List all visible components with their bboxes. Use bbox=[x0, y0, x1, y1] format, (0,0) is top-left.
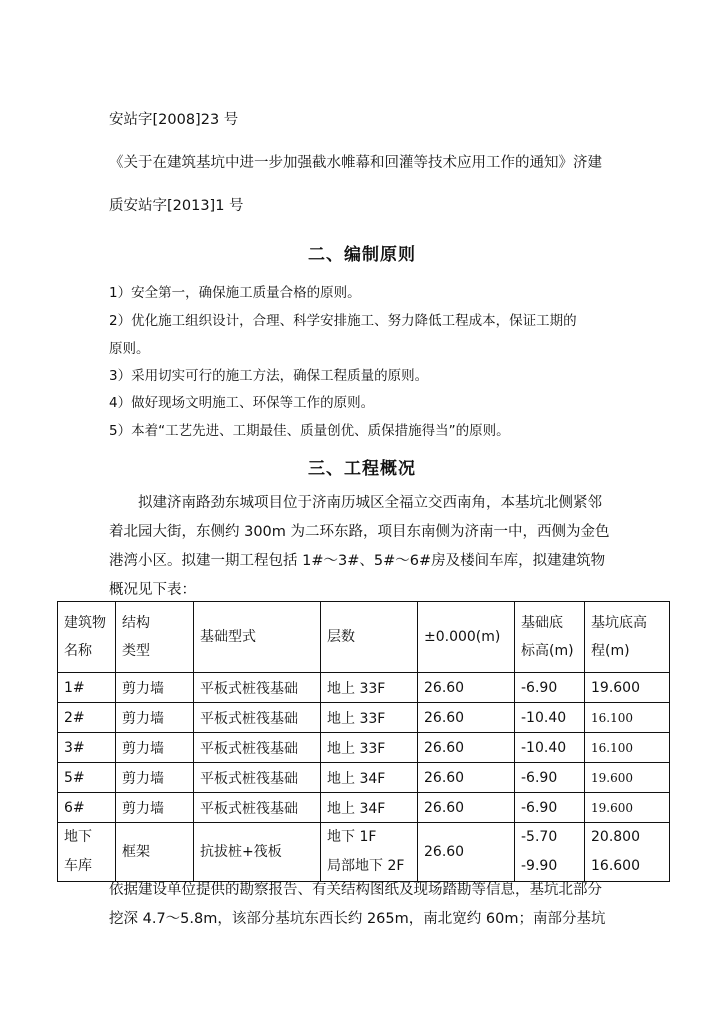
table-row bbox=[58, 673, 670, 703]
footer-line-2: 挖深 4.7～5.8m，该部分基坑东西长约 265m，南北宽约 60m；南部分基坑 bbox=[109, 911, 606, 927]
cell-pit: 16.100 bbox=[585, 733, 670, 763]
cell-structure: 剪力墙 bbox=[116, 793, 194, 823]
principle-item: 4）做好现场文明施工、环保等工作的原则。 bbox=[109, 395, 375, 411]
cell-elevation: 26.60 bbox=[418, 823, 515, 882]
cell-pit: 19.600 bbox=[585, 793, 670, 823]
cell-name: 1# bbox=[58, 673, 116, 703]
cell-elevation: 26.60 bbox=[418, 703, 515, 733]
cell-name: 2# bbox=[58, 703, 116, 733]
cell-pit: 20.800 16.600 bbox=[585, 823, 670, 882]
cell-foundation: 平板式桩筏基础 bbox=[194, 733, 321, 763]
header-pit-elevation: 基坑底高 程(m) bbox=[585, 602, 670, 673]
cell-elevation: 26.60 bbox=[418, 733, 515, 763]
cell-name: 5# bbox=[58, 763, 116, 793]
table-row bbox=[58, 733, 670, 763]
table-header-row bbox=[58, 602, 670, 673]
principle-item: 1）安全第一，确保施工质量合格的原则。 bbox=[109, 285, 361, 301]
building-overview-table bbox=[57, 601, 670, 882]
cell-elevation: 26.60 bbox=[418, 763, 515, 793]
reference-line-1: 安站字[2008]23 号 bbox=[109, 112, 239, 128]
cell-base: -10.40 bbox=[515, 703, 585, 733]
project-overview-paragraph: 拟建济南路劲东城项目位于济南历城区全福立交西南角，本基坑北侧紧邻着北园大街，东侧约 300m 为二环东路，项目东南侧为济南一中，西侧为金色港湾小区。拟建一期工程包括 1#～3#、5#～6#房及楼间车库，拟建建筑物概况见下表： bbox=[109, 495, 610, 598]
table-row bbox=[58, 763, 670, 793]
cell-structure: 剪力墙 bbox=[116, 763, 194, 793]
header-building: 建筑物 名称 bbox=[58, 602, 116, 673]
footer-line-1: 依据建设单位提供的勘察报告、有关结构图纸及现场踏勘等信息，基坑北部分 bbox=[109, 882, 602, 898]
cell-foundation: 平板式桩筏基础 bbox=[194, 673, 321, 703]
reference-line-2: 《关于在建筑基坑中进一步加强截水帷幕和回灌等技术应用工作的通知》济建 bbox=[109, 155, 602, 171]
cell-base: -6.90 bbox=[515, 793, 585, 823]
cell-foundation: 平板式桩筏基础 bbox=[194, 763, 321, 793]
cell-floors: 地上 33F bbox=[321, 703, 418, 733]
cell-structure: 剪力墙 bbox=[116, 733, 194, 763]
cell-elevation: 26.60 bbox=[418, 673, 515, 703]
cell-name: 3# bbox=[58, 733, 116, 763]
cell-structure: 剪力墙 bbox=[116, 703, 194, 733]
cell-base: -6.90 bbox=[515, 763, 585, 793]
cell-elevation: 26.60 bbox=[418, 793, 515, 823]
cell-structure: 剪力墙 bbox=[116, 673, 194, 703]
cell-pit: 19.600 bbox=[585, 673, 670, 703]
cell-name: 地下 车库 bbox=[58, 823, 116, 882]
principle-item: 原则。 bbox=[109, 341, 150, 357]
section-2-title: 二、编制原则 bbox=[308, 245, 416, 265]
cell-base: -10.40 bbox=[515, 733, 585, 763]
section-3-title: 三、工程概况 bbox=[308, 459, 416, 479]
principle-item: 5）本着“工艺先进、工期最佳、质量创优、质保措施得当”的原则。 bbox=[109, 423, 510, 439]
cell-foundation: 平板式桩筏基础 bbox=[194, 703, 321, 733]
header-floors: 层数 bbox=[321, 602, 418, 673]
header-foundation: 基础型式 bbox=[194, 602, 321, 673]
cell-base: -5.70 -9.90 bbox=[515, 823, 585, 882]
cell-structure: 框架 bbox=[116, 823, 194, 882]
header-elevation: ±0.000(m) bbox=[418, 602, 515, 673]
header-base-elevation: 基础底 标高(m) bbox=[515, 602, 585, 673]
principle-item: 3）采用切实可行的施工方法，确保工程质量的原则。 bbox=[109, 368, 429, 384]
cell-floors: 地上 34F bbox=[321, 763, 418, 793]
cell-pit: 19.600 bbox=[585, 763, 670, 793]
cell-floors: 地上 33F bbox=[321, 673, 418, 703]
reference-line-3: 质安站字[2013]1 号 bbox=[109, 198, 244, 214]
cell-pit: 16.100 bbox=[585, 703, 670, 733]
principle-item: 2）优化施工组织设计，合理、科学安排施工、努力降低工程成本，保证工期的 bbox=[109, 313, 577, 329]
table-row bbox=[58, 793, 670, 823]
table-row-garage bbox=[58, 823, 670, 882]
cell-name: 6# bbox=[58, 793, 116, 823]
cell-floors: 地上 33F bbox=[321, 733, 418, 763]
cell-foundation: 抗拔桩+筏板 bbox=[194, 823, 321, 882]
header-structure: 结构 类型 bbox=[116, 602, 194, 673]
table-row bbox=[58, 703, 670, 733]
cell-foundation: 平板式桩筏基础 bbox=[194, 793, 321, 823]
cell-base: -6.90 bbox=[515, 673, 585, 703]
cell-floors: 地下 1F 局部地下 2F bbox=[321, 823, 418, 882]
cell-floors: 地上 34F bbox=[321, 793, 418, 823]
